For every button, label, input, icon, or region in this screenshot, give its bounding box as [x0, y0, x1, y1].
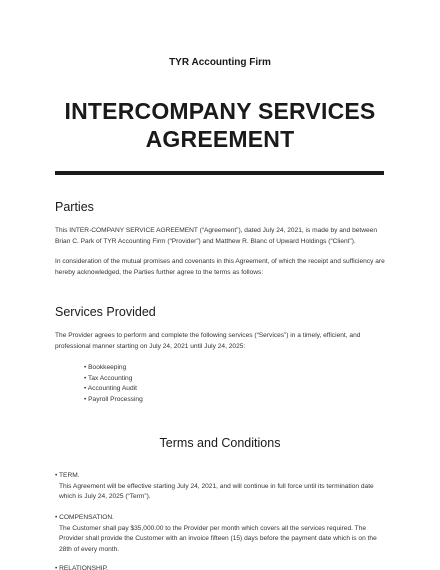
list-item: • Payroll Processing: [84, 395, 143, 406]
title-divider: [55, 171, 384, 175]
services-paragraph: The Provider agrees to perform and complete the following services (“Services”) in a timely, efficient, and professional manner starting on July 24, 2021 until July 24, 2025:: [55, 332, 361, 350]
parties-paragraph-2: In consideration of the mutual promises and covenants in this Agreement, of which the receipt and sufficiency are hereby acknowledged, the Parties further agree to the terms as follows:: [55, 258, 385, 276]
relationship-label: • RELATIONSHIP.: [55, 564, 390, 570]
title-line-2: AGREEMENT: [145, 126, 295, 152]
compensation-label: • COMPENSATION.: [55, 513, 390, 524]
list-item: • Bookkeeping: [84, 363, 143, 374]
parties-paragraph-1: This INTER-COMPANY SERVICE AGREEMENT (“Agreement”), dated July 24, 2021, is made by and between Brian C. Park of TYR Accounting Firm (“Provider”) and Matthew R. Blanc of Upward Holdings (“Client”).: [55, 227, 378, 245]
services-heading: Services Provided: [55, 305, 156, 319]
term-clause: [55, 471, 390, 503]
relationship-clause: [55, 564, 390, 570]
title-line-1: INTERCOMPANY SERVICES: [64, 98, 376, 124]
term-body: This Agreement will be effective starting July 24, 2021, and will continue in full force until its termination date which is July 24, 2025 (“Term”).: [59, 482, 374, 501]
services-list: [84, 363, 143, 405]
list-item: • Accounting Audit: [84, 384, 143, 395]
terms-heading: Terms and Conditions: [159, 436, 281, 450]
compensation-clause: [55, 513, 390, 555]
document-title: [0, 97, 440, 153]
parties-heading: Parties: [55, 200, 94, 214]
list-item: • Tax Accounting: [84, 374, 143, 385]
compensation-body: The Customer shall pay $35,000.00 to the Provider per month which covers all the services required. The Provider shall provide the Customer with an invoice fifteen (15) days before the payment date which is on the 28th of every month.: [59, 524, 377, 553]
term-label: • TERM.: [55, 471, 390, 482]
firm-name: TYR Accounting Firm: [169, 57, 271, 68]
